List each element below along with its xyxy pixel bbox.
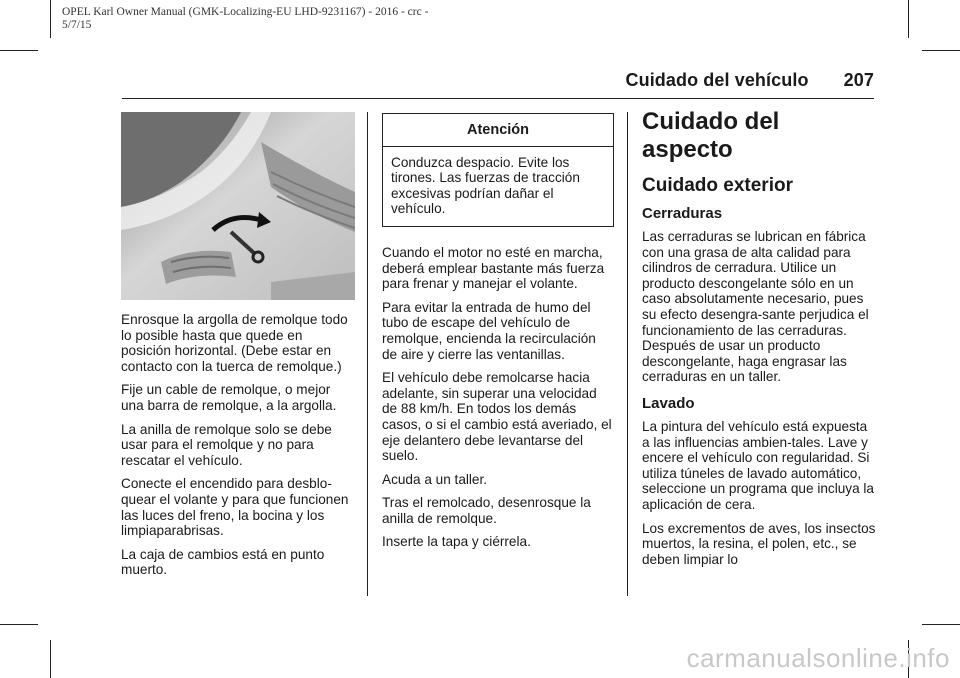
column-divider: [367, 112, 368, 596]
document-meta: [62, 6, 502, 32]
notice-body: Conduzca despacio. Evite los tirones. Las fuerzas de tracción excesivas podrían dañar el vehículo.: [391, 154, 580, 217]
paragraph: Los excrementos de aves, los insectos muertos, la resina, el polen, etc., se deben limpiar lo: [642, 520, 876, 567]
heading-main: Cuidado del aspecto: [642, 108, 780, 163]
notice-title: Atención: [383, 114, 613, 147]
paragraph: Conecte el encendido para desblo-quear el volante y para que funcionen las luces del freno, la bocina y los limpiaparabrisas.: [121, 476, 349, 539]
paragraph: Inserte la tapa y ciérrela.: [382, 534, 531, 550]
notice-box: [382, 113, 614, 227]
section-title: Cuidado del vehículo: [625, 70, 809, 90]
paragraph: Acuda a un taller.: [382, 471, 488, 487]
crop-mark: [922, 624, 960, 625]
column-divider: [627, 112, 628, 596]
column-1: [121, 112, 355, 586]
crop-mark: [908, 0, 909, 38]
column-3: [642, 108, 876, 575]
paragraph: Para evitar la entrada de humo del tubo de escape del vehículo de remolque, encienda la recirculación de aire y cierre las ventanillas.: [382, 299, 596, 362]
crop-mark: [0, 624, 38, 625]
paragraph: Las cerraduras se lubrican en fábrica con una grasa de alta calidad para cilindros de cerradura. Utilice un producto descongelante sólo en un caso absolutamente necesario, pues su efecto desengra-sante perjudica el funcionamiento de las cerraduras. Después de usar un producto descongelante, haga engrasar las cerraduras en un taller.: [642, 229, 869, 385]
paragraph: Tras el remolcado, desenrosque la anilla de remolque.: [382, 495, 591, 526]
header-rule: [122, 98, 874, 99]
page-number: 207: [843, 70, 874, 90]
heading-wash: Lavado: [642, 394, 695, 412]
paragraph: Enrosque la argolla de remolque todo lo posible hasta que quede en posición horizontal. (Debe estar en contacto con la tuerca de remolque.): [121, 312, 348, 374]
paragraph: La pintura del vehículo está expuesta a las influencias ambien-tales. Lave y encere el vehículo con regularidad. Si utiliza túneles de lavado automático, seleccione un programa que incluya la aplicación de cera.: [642, 418, 874, 512]
paragraph: El vehículo debe remolcarse hacia adelante, sin superar una velocidad de 88 km/h. En todos los demás casos, o si el cambio está averiado, el eje delantero debe levantarse del suelo.: [382, 370, 612, 464]
paragraph: Fije un cable de remolque, o mejor una barra de remolque, a la argolla.: [121, 382, 337, 413]
crop-mark: [0, 50, 38, 51]
paragraph: Cuando el motor no esté en marcha, deberá emplear bastante más fuerza para frenar y manejar el volante.: [382, 244, 605, 292]
watermark: carmanualsonline.info: [686, 643, 950, 673]
page-header: [626, 70, 874, 91]
towing-eye-photo: [121, 112, 355, 300]
heading-locks: Cerraduras: [642, 205, 723, 222]
heading-sub: Cuidado exterior: [642, 175, 793, 196]
column-2: [382, 113, 614, 558]
paragraph: La anilla de remolque solo se debe usar para el remolque y no para rescatar el vehículo.: [121, 421, 332, 468]
crop-mark: [922, 50, 960, 51]
crop-mark: [50, 0, 51, 38]
crop-mark: [50, 640, 51, 678]
paragraph: La caja de cambios está en punto muerto.: [121, 546, 325, 578]
meta-line-2: 5/7/15: [62, 19, 92, 31]
meta-line-1: OPEL Karl Owner Manual (GMK-Localizing-EU LHD-9231167) - 2016 - crc -: [62, 6, 429, 18]
